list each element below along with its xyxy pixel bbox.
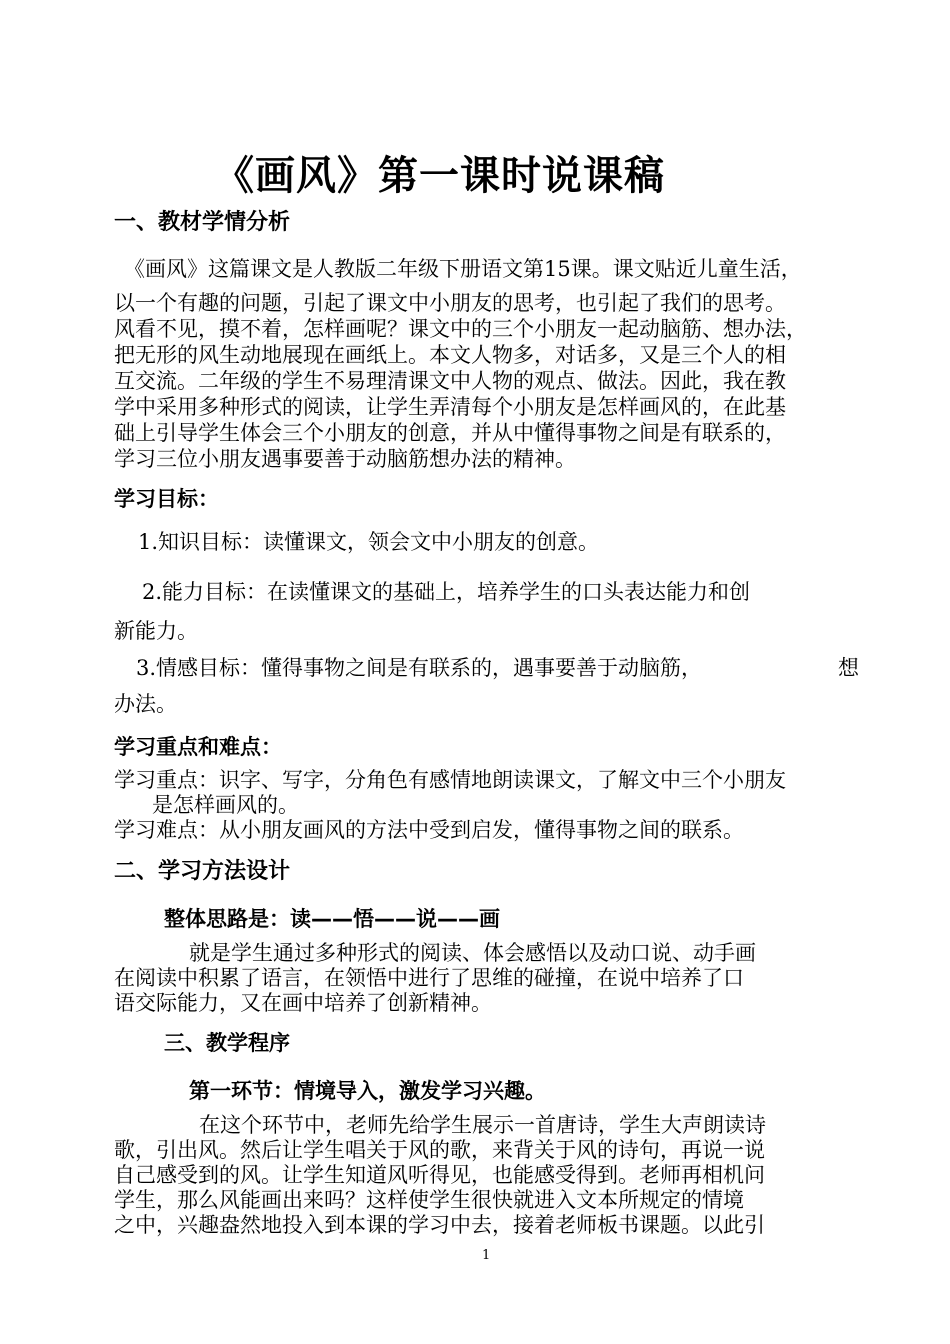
goal-ability-line2: 新能力。	[114, 619, 198, 643]
section1-paragraph-first-line: 《画风》这篇课文是人教版二年级下册语文第15课。课文贴近儿童生活，	[124, 257, 802, 281]
goal-knowledge: 1.知识目标：读懂课文，领会文中小朋友的创意。	[138, 530, 600, 554]
goal-ability-line1: 2.能力目标：在读懂课文的基础上，培养学生的口头表达能力和创	[142, 580, 751, 604]
paragraph-line: 学中采用多种形式的阅读，让学生弄清每个小朋友是怎样画风的，在此基	[114, 395, 786, 419]
section2-heading: 二、学习方法设计	[114, 859, 291, 884]
section3-heading: 三、教学程序	[164, 1031, 290, 1055]
keypoints-heading: 学习重点和难点：	[114, 735, 282, 759]
key-difficulty: 学习难点：从小朋友画风的方法中受到启发，懂得事物之间的联系。	[114, 818, 744, 842]
key-focus-line2: 是怎样画风的。	[152, 793, 299, 817]
section1-heading: 一、教材学情分析	[114, 210, 291, 235]
paragraph-line: 歌，引出风。然后让学生唱关于风的歌，来背关于风的诗句，再说一说	[114, 1138, 765, 1162]
paragraph-line: 互交流。二年级的学生不易理清课文中人物的观点、做法。因此，我在教	[114, 369, 786, 393]
approach-line: 整体思路是：读——悟——说——画	[164, 907, 500, 931]
document-title: 《画风》第一课时说课稿	[214, 153, 665, 199]
paragraph-line: 在这个环节中，老师先给学生展示一首唐诗，学生大声朗读诗	[199, 1113, 766, 1137]
paragraph-line: 之中，兴趣盎然地投入到本课的学习中去，接着老师板书课题。以此引	[114, 1213, 765, 1237]
step1-heading: 第一环节：情境导入，激发学习兴趣。	[189, 1079, 546, 1103]
goal-emotion-line1: 3.情感目标：懂得事物之间是有联系的，遇事要善于动脑筋，	[136, 656, 703, 680]
goal-emotion-line2: 办法。	[114, 692, 177, 716]
paragraph-line: 语交际能力，又在画中培养了创新精神。	[114, 991, 492, 1015]
page-number: 1	[482, 1248, 491, 1263]
paragraph-line: 风看不见，摸不着，怎样画呢？课文中的三个小朋友一起动脑筋、想办法，	[114, 317, 807, 341]
goal-emotion-tail: 想	[838, 656, 859, 680]
paragraph-line: 把无形的风生动地展现在画纸上。本文人物多，对话多，又是三个人的相	[114, 343, 786, 367]
paragraph-line: 就是学生通过多种形式的阅读、体会感悟以及动口说、动手画	[189, 941, 756, 965]
paragraph-line: 学习三位小朋友遇事要善于动脑筋想办法的精神。	[114, 447, 576, 471]
paragraph-line: 学生，那么风能画出来吗？这样使学生很快就进入文本所规定的情境	[114, 1188, 744, 1212]
paragraph-line: 础上引导学生体会三个小朋友的创意，并从中懂得事物之间是有联系的，	[114, 421, 786, 445]
paragraph-line: 在阅读中积累了语言，在领悟中进行了思维的碰撞，在说中培养了口	[114, 966, 744, 990]
goals-heading: 学习目标：	[114, 487, 219, 511]
paragraph-line: 自己感受到的风。让学生知道风听得见，也能感受得到。老师再相机问	[114, 1163, 765, 1187]
paragraph-line: 以一个有趣的问题，引起了课文中小朋友的思考，也引起了我们的思考。	[114, 291, 786, 315]
key-focus-line1: 学习重点：识字、写字，分角色有感情地朗读课文，了解文中三个小朋友	[114, 768, 786, 792]
